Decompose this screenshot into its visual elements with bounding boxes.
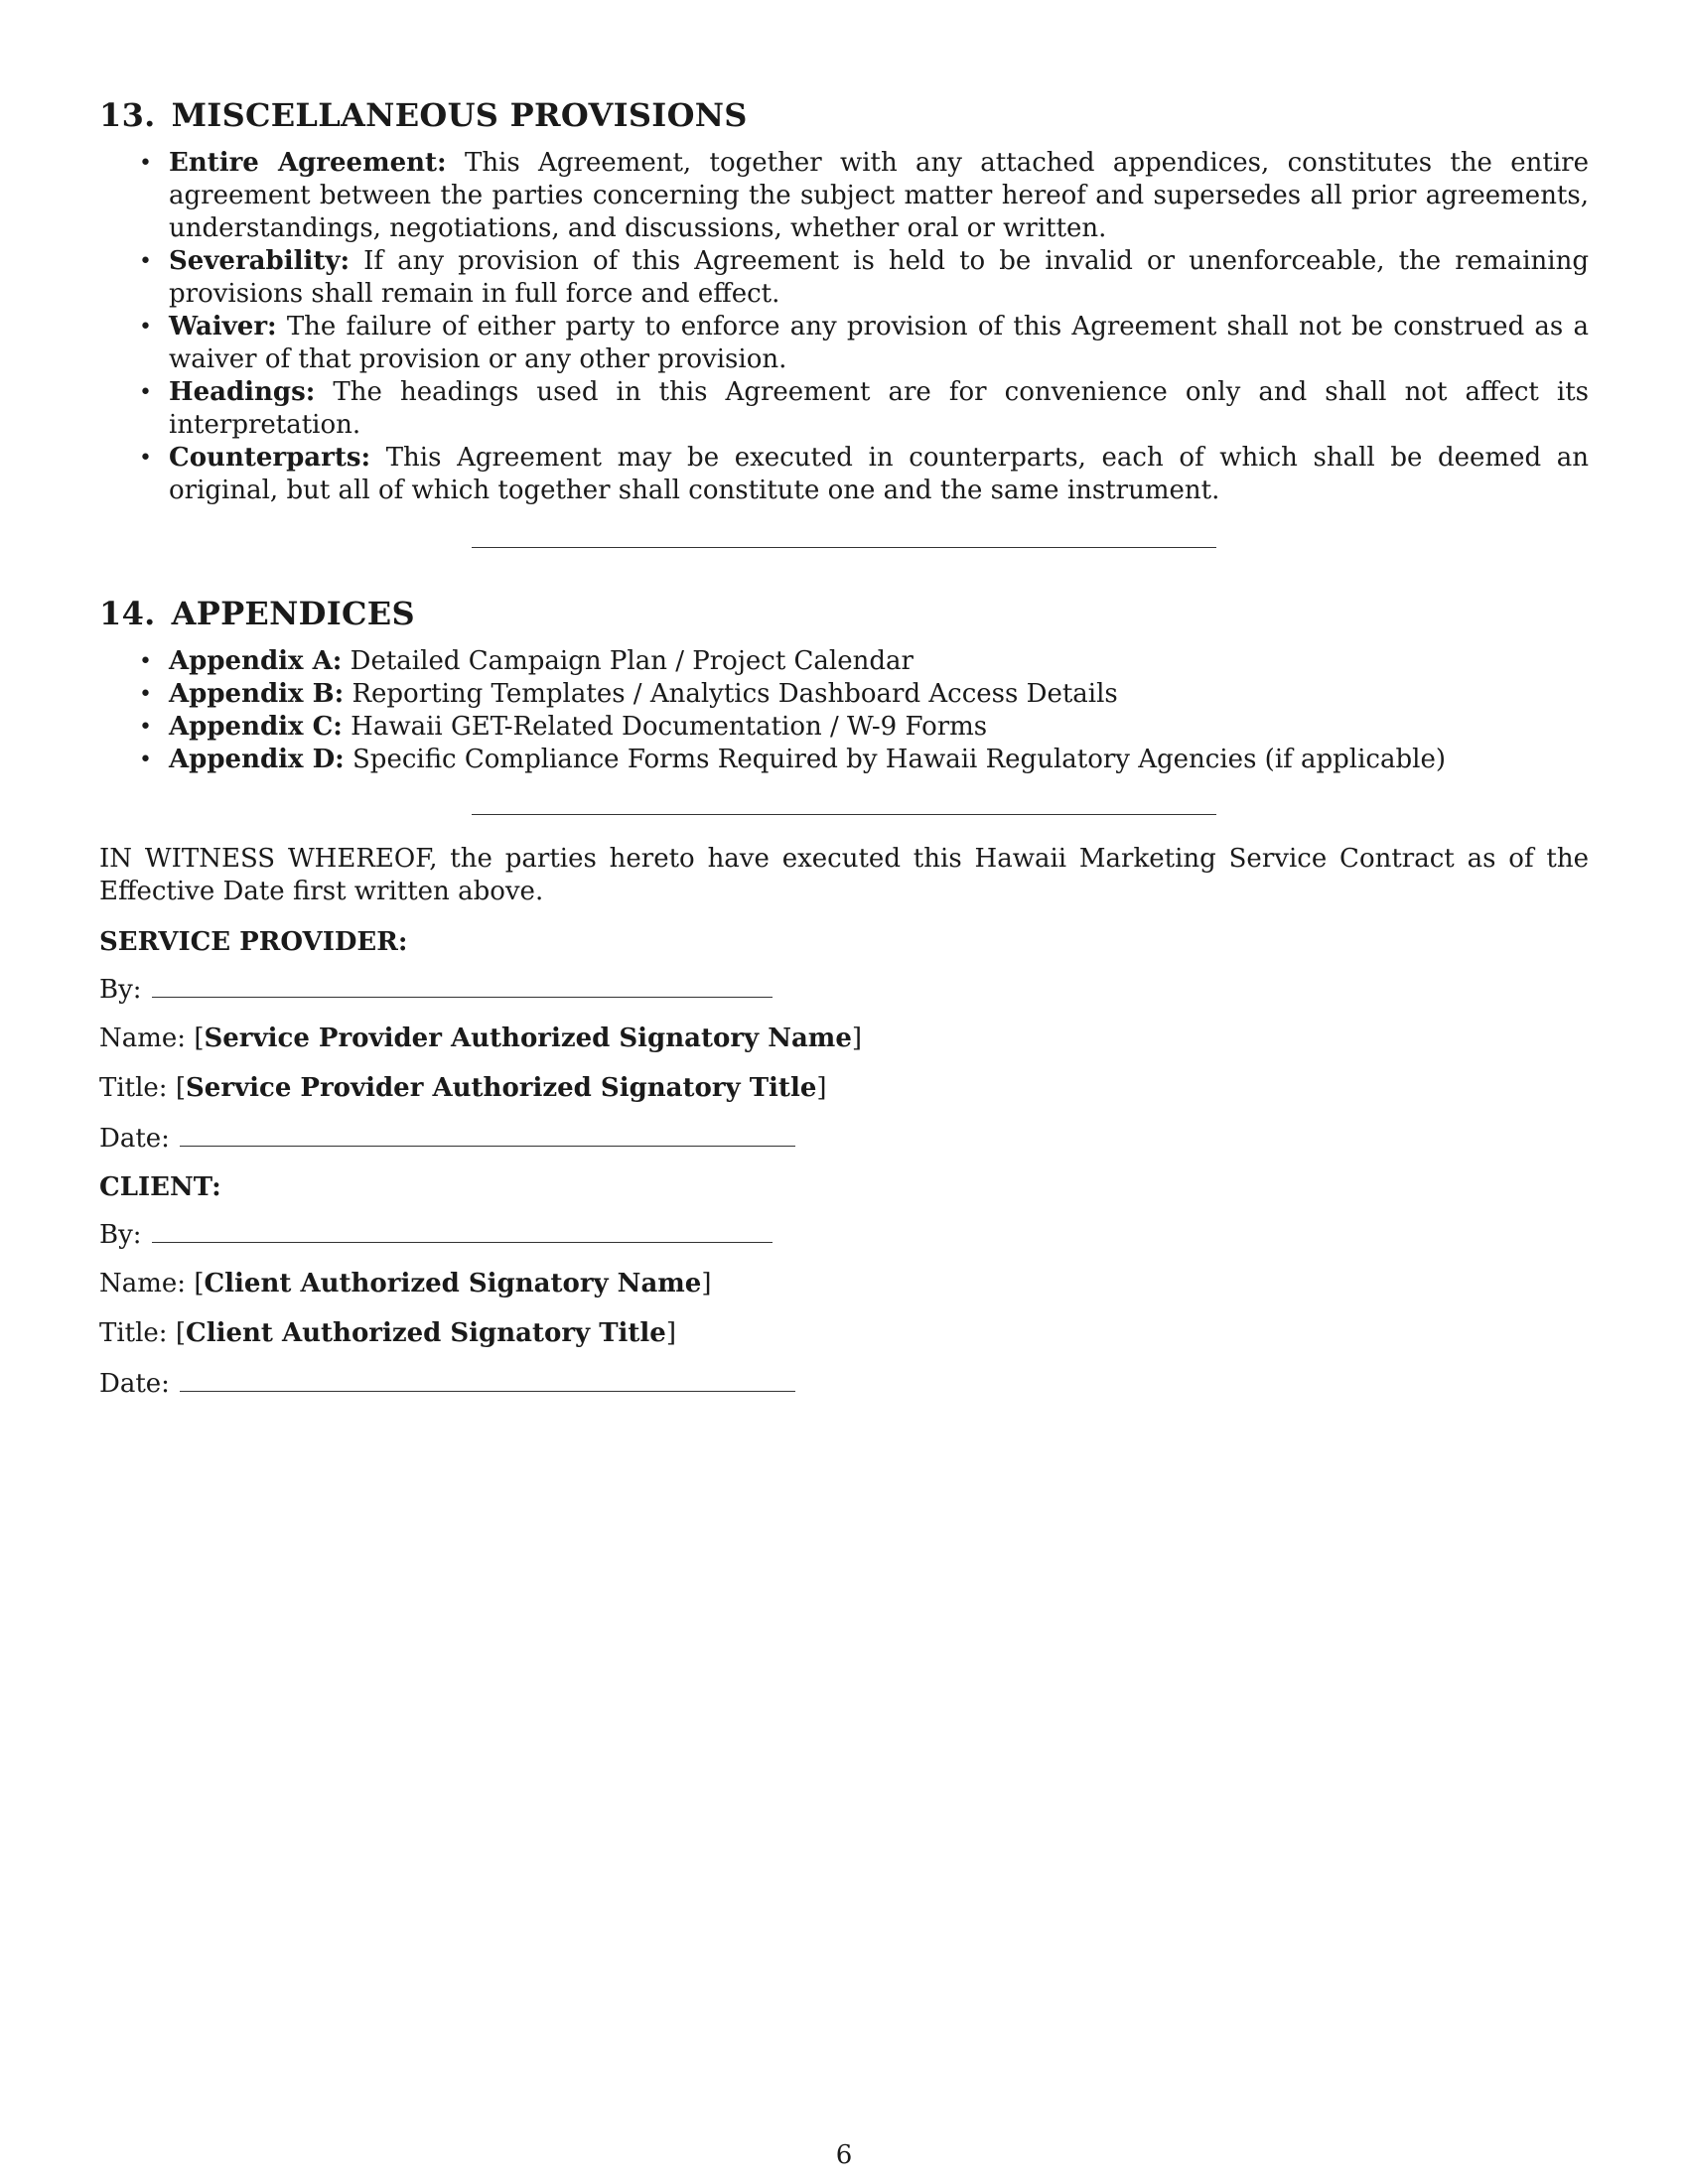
- provider-signature-field[interactable]: [152, 973, 773, 998]
- misc-provisions-list: [99, 147, 1589, 507]
- list-item: • Headings: The headings used in this Agreement are for convenience only and shall not affect its interpretation.: [139, 377, 1590, 440]
- bullet-icon: •: [139, 748, 152, 772]
- bullet-icon: •: [139, 249, 152, 274]
- client-signature-field[interactable]: [152, 1218, 773, 1243]
- service-provider-heading: SERVICE PROVIDER:: [99, 927, 408, 957]
- bullet-icon: •: [139, 151, 152, 176]
- client-title-line: Title: [Client Authorized Signatory Title]: [99, 1318, 676, 1348]
- witness-paragraph: IN WITNESS WHEREOF, the parties hereto have executed this Hawaii Marketing Service Contract as of the Effective Date first written above.: [99, 844, 1589, 906]
- document-page: [99, 95, 1589, 1417]
- section-14-heading: [99, 594, 1589, 633]
- client-signature-line: By:: [99, 1218, 1589, 1251]
- client-date-field[interactable]: [180, 1367, 795, 1392]
- bullet-icon: •: [139, 380, 152, 405]
- appendices-list: [99, 645, 1589, 776]
- client-date-line: Date:: [99, 1367, 1589, 1400]
- section-divider: [472, 547, 1216, 548]
- list-item: • Severability: If any provision of this Agreement is held to be invalid or unenforceable, the remaining provisions shall remain in full force and effect.: [139, 246, 1589, 309]
- list-item: • Appendix C: Hawaii GET-Related Documentation / W-9 Forms: [139, 712, 988, 742]
- client-name-value: Client Authorized Signatory Name: [204, 1269, 702, 1298]
- section-13-title: MISCELLANEOUS PROVISIONS: [171, 96, 748, 134]
- client-title-value: Client Authorized Signatory Title: [186, 1318, 666, 1348]
- provider-date-line: Date:: [99, 1122, 1589, 1155]
- provider-name-line: Name: [Service Provider Authorized Signatory Name]: [99, 1024, 863, 1053]
- bullet-icon: •: [139, 315, 152, 340]
- bullet-icon: •: [139, 715, 152, 740]
- section-13-number: 13.: [99, 96, 156, 134]
- list-item: • Entire Agreement: This Agreement, together with any attached appendices, constitutes the entire agreement between the parties concerning the subject matter hereof and supersedes all prior agreements, understandings, negotiations, and discussions, whether oral or written.: [139, 148, 1589, 243]
- provider-date-field[interactable]: [180, 1122, 795, 1147]
- section-divider: [472, 814, 1216, 815]
- list-item: • Appendix D: Specific Compliance Forms Required by Hawaii Regulatory Agencies (if applicable): [139, 745, 1446, 774]
- section-14-title: APPENDICES: [171, 595, 415, 632]
- client-heading: CLIENT:: [99, 1172, 221, 1202]
- provider-title-value: Service Provider Authorized Signatory Title: [186, 1073, 817, 1103]
- list-item: • Waiver: The failure of either party to enforce any provision of this Agreement shall not be construed as a waiver of that provision or any other provision.: [139, 312, 1589, 374]
- bullet-icon: •: [139, 649, 152, 674]
- provider-signature-line: By:: [99, 973, 1589, 1006]
- provider-title-line: Title: [Service Provider Authorized Signatory Title]: [99, 1073, 827, 1103]
- list-item: • Appendix B: Reporting Templates / Analytics Dashboard Access Details: [139, 679, 1118, 709]
- bullet-icon: •: [139, 682, 152, 707]
- list-item: • Counterparts: This Agreement may be executed in counterparts, each of which shall be deemed an original, but all of which together shall constitute one and the same instrument.: [139, 443, 1589, 505]
- bullet-icon: •: [139, 446, 152, 471]
- provider-name-value: Service Provider Authorized Signatory Name: [204, 1024, 852, 1053]
- client-name-line: Name: [Client Authorized Signatory Name]: [99, 1269, 712, 1298]
- list-item: • Appendix A: Detailed Campaign Plan / Project Calendar: [139, 646, 914, 676]
- page-number: 6: [835, 2140, 853, 2170]
- section-13-heading: [99, 95, 1589, 135]
- section-14-number: 14.: [99, 595, 156, 632]
